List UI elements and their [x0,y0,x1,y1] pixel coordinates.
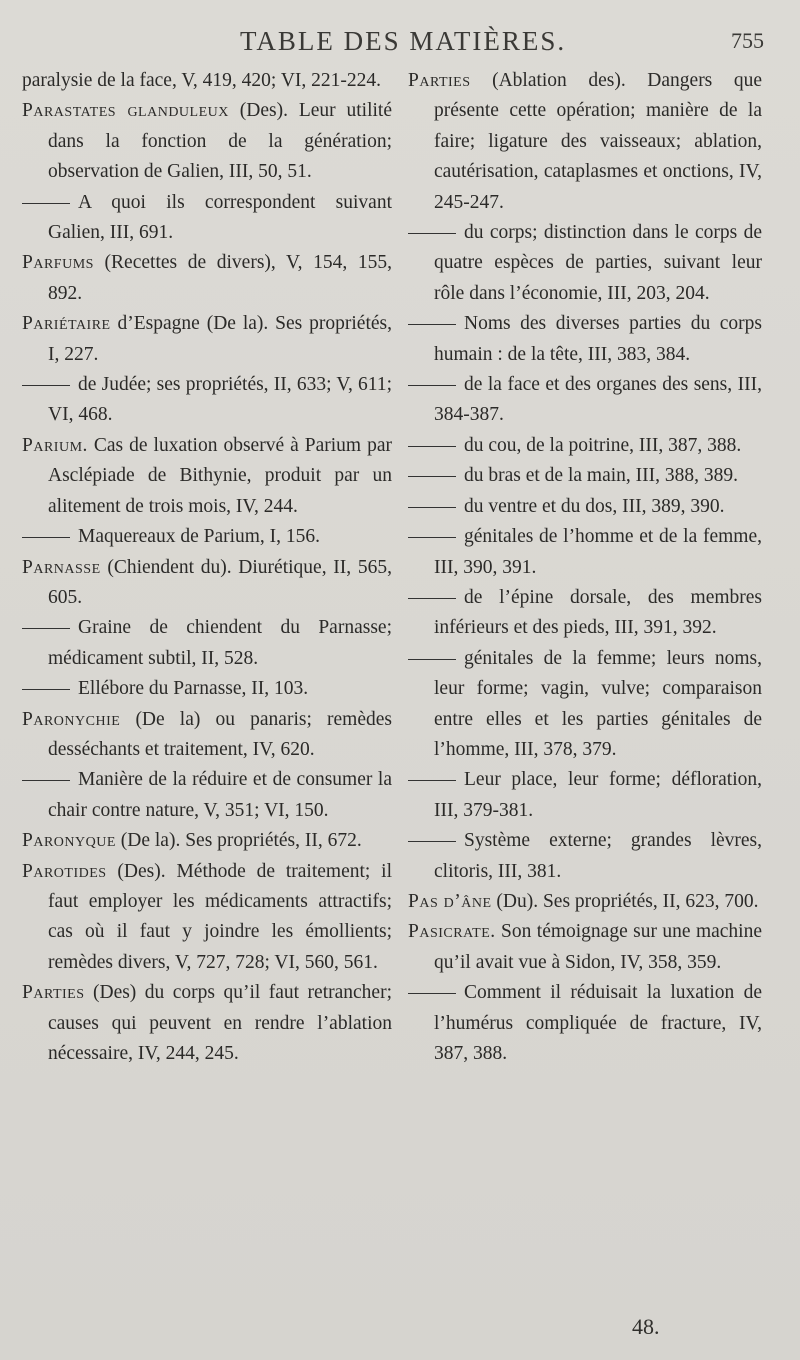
index-entry [22,705,392,766]
index-entry [408,644,762,766]
index-entry [408,887,762,917]
entry-text: Noms des diverses parties du corps humain : de la tête, III, 383, 384. [434,313,762,365]
entry-text: génitales de l’homme et de la femme, III, 390, 391. [434,526,762,578]
running-title: TABLE DES MATIÈRES. [240,26,567,56]
index-entry [408,218,762,309]
entry-heading: Parastates glanduleux [22,100,229,122]
entry-heading: Paronyque [22,830,116,852]
entry-text: d’Espagne (De la). Ses propriétés, I, 227. [48,313,392,365]
entry-text: Cas de luxation observé à Parium par Asclépiade de Bithynie, produit par un alitement de trois mois, IV, 244. [48,434,392,517]
entry-text: de la face et des organes des sens, III, 384-387. [434,374,762,426]
entry-heading: Parium. [22,434,88,456]
ditto-dash [408,385,456,386]
entry-text: (De la). Ses propriétés, II, 672. [115,830,362,852]
ditto-dash [408,659,456,660]
entry-text: (Chiendent du). Diurétique, II, 565, 605. [48,556,392,608]
entry-heading: Parotides [22,860,107,882]
ditto-dash [408,507,456,508]
ditto-dash [408,537,456,538]
entry-text: (Du). Ses propriétés, II, 623, 700. [491,890,759,912]
entry-text: Maquereaux de Parium, I, 156. [78,526,321,548]
entry-text: du ventre et du dos, III, 389, 390. [464,495,725,517]
index-entry [408,978,762,1069]
ditto-dash [22,689,70,690]
index-entry [408,431,762,461]
entry-text: du bras et de la main, III, 388, 389. [464,465,739,487]
ditto-dash [22,385,70,386]
index-entry [408,370,762,431]
index-entry [408,461,762,491]
ditto-dash [408,324,456,325]
entry-heading: Parnasse [22,556,101,578]
entry-text: Graine de chiendent du Parnasse; médicament subtil, II, 528. [48,617,392,669]
index-entry [408,66,762,218]
entry-text: Comment il réduisait la luxation de l’humérus compliquée de fracture, IV, 387, 388. [434,982,762,1064]
index-entry [22,188,392,249]
page-number: 755 [731,28,764,53]
index-entry [22,674,392,704]
entry-text: paralysie de la face, V, 419, 420; VI, 221-224. [22,70,382,91]
entry-text: (Des) du corps qu’il faut retrancher; causes qui peuvent en rendre l’ablation nécessaire, IV, 244, 245. [48,982,392,1064]
ditto-dash [22,780,70,781]
ditto-dash [22,203,70,204]
ditto-dash [22,628,70,629]
index-entry [22,248,392,309]
index-entry [408,309,762,370]
index-entry [22,370,392,431]
page-header [0,20,800,64]
ditto-dash [408,841,456,842]
index-entry [22,826,392,856]
index-entry [22,522,392,552]
entry-heading: Pasicrate. [408,921,496,943]
ditto-dash [408,780,456,781]
entry-heading: Pariétaire [22,313,111,335]
index-entry [22,857,392,979]
index-entry [408,583,762,644]
entry-text: (Recettes de divers), V, 154, 155, 892. [48,252,392,304]
signature-mark: 48. [632,1314,660,1339]
entry-heading: Parties [408,70,471,91]
entry-text: Ellébore du Parnasse, II, 103. [78,678,309,700]
index-entry [22,309,392,370]
left-column [22,66,392,1069]
entry-heading: Paronychie [22,708,121,730]
entry-text: Système externe; grandes lèvres, clitoris, III, 381. [434,830,762,882]
index-entry [408,917,762,978]
index-entry [22,66,392,96]
entry-text: de l’épine dorsale, des membres inférieurs et des pieds, III, 391, 392. [434,586,762,639]
entry-text: (Des). Leur utilité dans la fonction de la génération; observation de Galien, III, 50, 51. [48,100,392,183]
entry-heading: Pas d’âne [408,890,492,912]
index-entry [408,826,762,887]
index-entry [22,613,392,674]
ditto-dash [408,476,456,477]
index-entry [22,978,392,1069]
entry-text: génitales de la femme; leurs noms, leur forme; vagin, vulve; comparaison entre elles et les parties génitales de l’homme, III, 378, 379. [434,647,762,760]
ditto-dash [408,233,456,234]
index-entry [22,765,392,826]
entry-text: (Ablation des). Dangers que présente cette opération; manière de la faire; ligature des vaisseaux; ablation, cautérisation, cataplasmes et onctions, IV, 245-247. [434,70,762,213]
entry-text: du corps; distinction dans le corps de quatre espèces de parties, suivant leur rôle dans l’économie, III, 203, 204. [434,222,762,304]
ditto-dash [408,446,456,447]
ditto-dash [408,993,456,994]
entry-text: du cou, de la poitrine, III, 387, 388. [464,434,742,456]
entry-heading: Parties [22,982,85,1004]
index-entry [408,522,762,583]
index-entry [408,765,762,826]
entry-text: (De la) ou panaris; remèdes desséchants et traitement, IV, 620. [48,708,392,760]
entry-text: (Des). Méthode de traitement; il faut employer les médicaments attractifs; cas où il faut y joindre les émollients; remèdes divers, V, 727, 728; VI, 560, 561. [48,860,392,973]
entry-text: de Judée; ses propriétés, II, 633; V, 611; VI, 468. [48,374,392,426]
entry-text: A quoi ils correspondent suivant Galien, III, 691. [48,191,392,244]
entry-text: Manière de la réduire et de consumer la chair contre nature, V, 351; VI, 150. [48,769,392,821]
entry-text: Son témoignage sur une machine qu’il avait vue à Sidon, IV, 358, 359. [434,921,762,973]
index-entry [22,431,392,522]
right-column [408,66,762,1069]
index-entry [22,96,392,187]
ditto-dash [22,537,70,538]
ditto-dash [408,598,456,599]
index-entry [408,492,762,522]
entry-text: Leur place, leur forme; défloration, III, 379-381. [434,769,762,821]
entry-heading: Parfums [22,252,94,274]
index-entry [22,553,392,614]
